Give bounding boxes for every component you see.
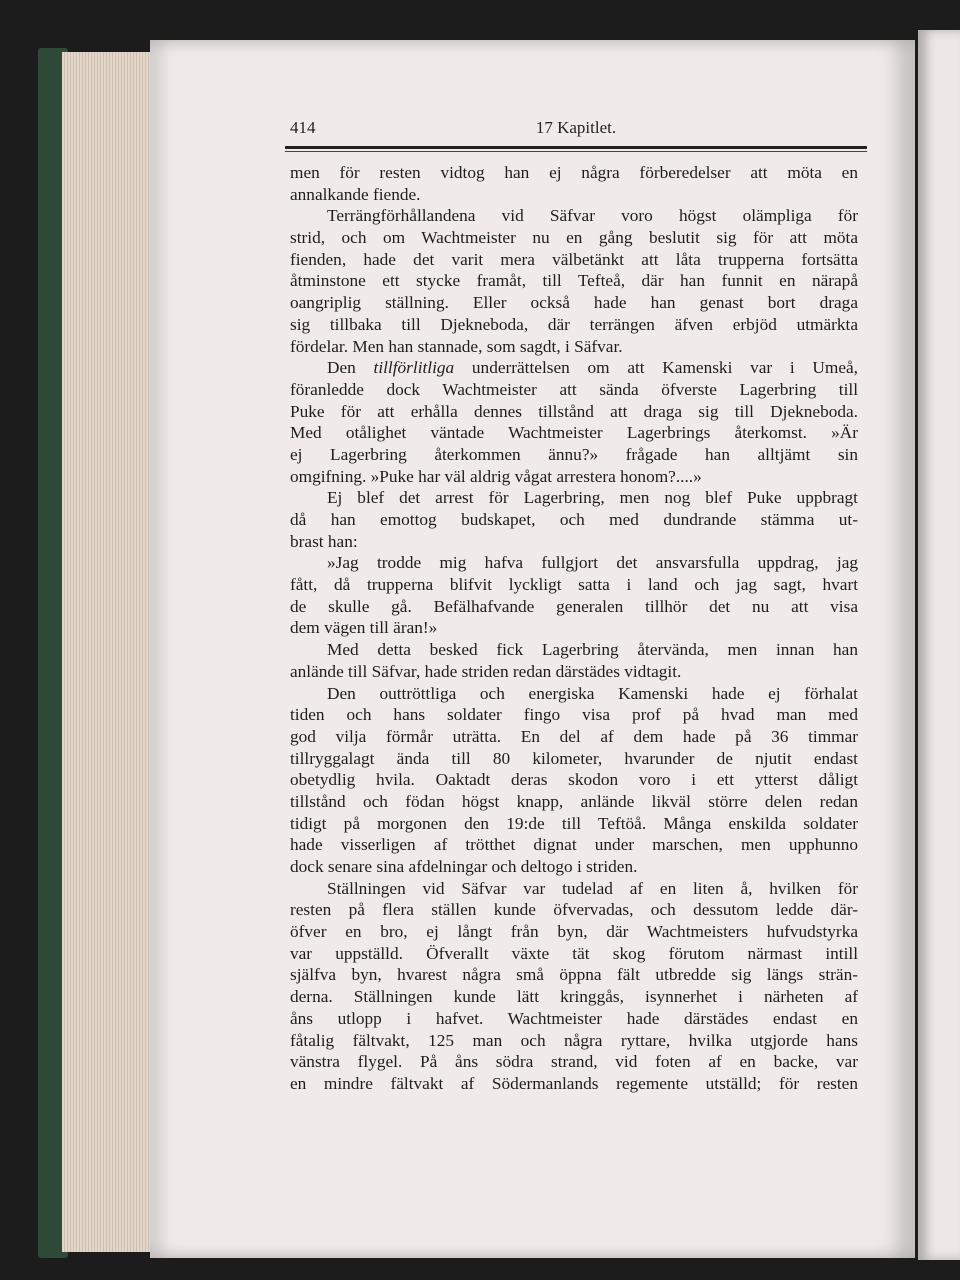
text-line <box>290 357 858 379</box>
text-segment: underrättelsen om att Kamenski var i Umeå, <box>454 358 858 378</box>
text-line: vänstra flygel. På åns södra strand, vid foten af en backe, var <box>290 1052 858 1072</box>
text-line: Med otålighet väntade Wachtmeister Lagerbrings återkomst. »Är <box>290 423 858 443</box>
text-line: obetydlig hvila. Oaktadt deras skodon voro i ett ytterst dåligt <box>290 770 858 790</box>
paragraph <box>290 205 858 357</box>
body-text <box>290 162 858 1095</box>
text-line: ej Lagerbring återkommen ännu?» frågade han alltjämt sin <box>290 444 858 464</box>
text-line: brast han: <box>290 531 358 551</box>
text-line: själfva byn, hvarest några små öppna fält utbredde sig längs strän- <box>290 965 858 985</box>
text-line: fördelar. Men han stannade, som sagdt, i Säfvar. <box>290 336 623 356</box>
text-line: omgifning. »Puke har väl aldrig vågat arrestera honom?....» <box>290 466 702 486</box>
paragraph <box>290 357 858 487</box>
text-line: Terrängförhållandena vid Säfvar voro högst olämpliga för <box>327 206 858 226</box>
text-line: åtminstone ett stycke framåt, till Tefteå, där han funnit en närapå <box>290 271 858 291</box>
text-line: Ställningen vid Säfvar var tudelad af en liten å, hvilken för <box>327 878 858 898</box>
text-line: Ej blef det arrest för Lagerbring, men nog blef Puke uppbragt <box>327 488 858 508</box>
text-line: »Jag trodde mig hafva fullgjort det ansvarsfulla uppdrag, jag <box>327 553 858 573</box>
text-line: derna. Ställningen kunde lätt kringgås, isynnerhet i närheten af <box>290 987 858 1007</box>
paragraph <box>290 878 858 1095</box>
facing-page-edge <box>918 30 960 1260</box>
text-line: fåtalig fältvakt, 125 man och några ryttare, hvilka utgjorde hans <box>290 1030 858 1050</box>
paragraph <box>290 552 858 639</box>
header-rule-thin <box>285 151 867 152</box>
text-line: dem vägen till äran!» <box>290 618 438 638</box>
page-header <box>290 118 862 140</box>
text-line: öfver en bro, ej långt från byn, där Wachtmeisters hufvudstyrka <box>290 922 858 942</box>
text-line: tidigt på morgonen den 19:de till Teftöå. Många enskilda soldater <box>290 813 858 833</box>
text-line: en mindre fältvakt af Södermanlands regemente utställd; för resten <box>290 1073 858 1093</box>
text-line: fienden, hade det varit mera välbetänkt att låta trupperna fortsätta <box>290 249 858 269</box>
text-line: tillryggalagt ända till 80 kilometer, hvarunder de njutit endast <box>290 748 858 768</box>
paragraph <box>290 487 858 552</box>
header-rule <box>285 146 867 149</box>
italic-text: tillförlitliga <box>373 358 455 378</box>
text-line: då han emottog budskapet, och med dundrande stämma ut- <box>290 510 858 529</box>
page-number: 414 <box>290 118 316 137</box>
text-line: fått, då trupperna blifvit lyckligt satta i land och jag sagt, hvart <box>290 575 858 595</box>
text-line: Puke för att erhålla dennes tillstånd att draga sig till Djekneboda. <box>290 401 858 421</box>
text-segment: Den <box>327 358 374 378</box>
text-line: Med detta besked fick Lagerbring återvända, men innan han <box>327 640 858 660</box>
text-line: annalkande fiende. <box>290 184 421 204</box>
text-line: tiden och hans soldater fingo visa prof på hvad man med <box>290 705 858 725</box>
text-line: strid, och om Wachtmeister nu en gång beslutit sig för att möta <box>290 228 858 248</box>
text-line: god vilja förmår uträtta. En del af dem hade på 36 timmar <box>290 726 858 746</box>
paragraph <box>290 683 858 878</box>
text-line: Den outtröttliga och energiska Kamenski hade ej förhalat <box>327 683 858 703</box>
paragraph <box>290 639 858 682</box>
text-line: men för resten vidtog han ej några förberedelser att möta en <box>290 163 858 182</box>
text-line: sig tillbaka till Djekneboda, där terrängen äfven erbjöd utmärkta <box>290 314 858 334</box>
text-line: anlände till Säfvar, hade striden redan därstädes vidtagit. <box>290 661 682 681</box>
text-line: föranledde dock Wachtmeister att sända öfverste Lagerbring till <box>290 379 858 399</box>
text-line: resten på flera ställen kunde öfvervadas, och dessutom ledde där- <box>290 900 858 920</box>
text-line: dock senare sina afdelningar och deltogo i striden. <box>290 857 638 876</box>
page-edges <box>62 52 154 1252</box>
running-title: 17 Kapitlet. <box>535 118 617 137</box>
paragraph <box>290 162 858 205</box>
text-line: tillstånd och födan högst knapp, anlände likväl större delen redan <box>290 791 858 811</box>
text-line: åns utlopp i hafvet. Wachtmeister hade därstädes endast en <box>290 1008 858 1028</box>
text-line: hade visserligen af trötthet dignat under marschen, men upphunno <box>290 835 858 855</box>
text-line: de skulle gå. Befälhafvande generalen tillhör det nu att visa <box>290 596 858 616</box>
text-line: var uppställd. Öfverallt växte tät skog förutom närmast intill <box>290 943 858 963</box>
text-line: oangriplig ställning. Eller också hade han genast bort draga <box>290 293 858 313</box>
